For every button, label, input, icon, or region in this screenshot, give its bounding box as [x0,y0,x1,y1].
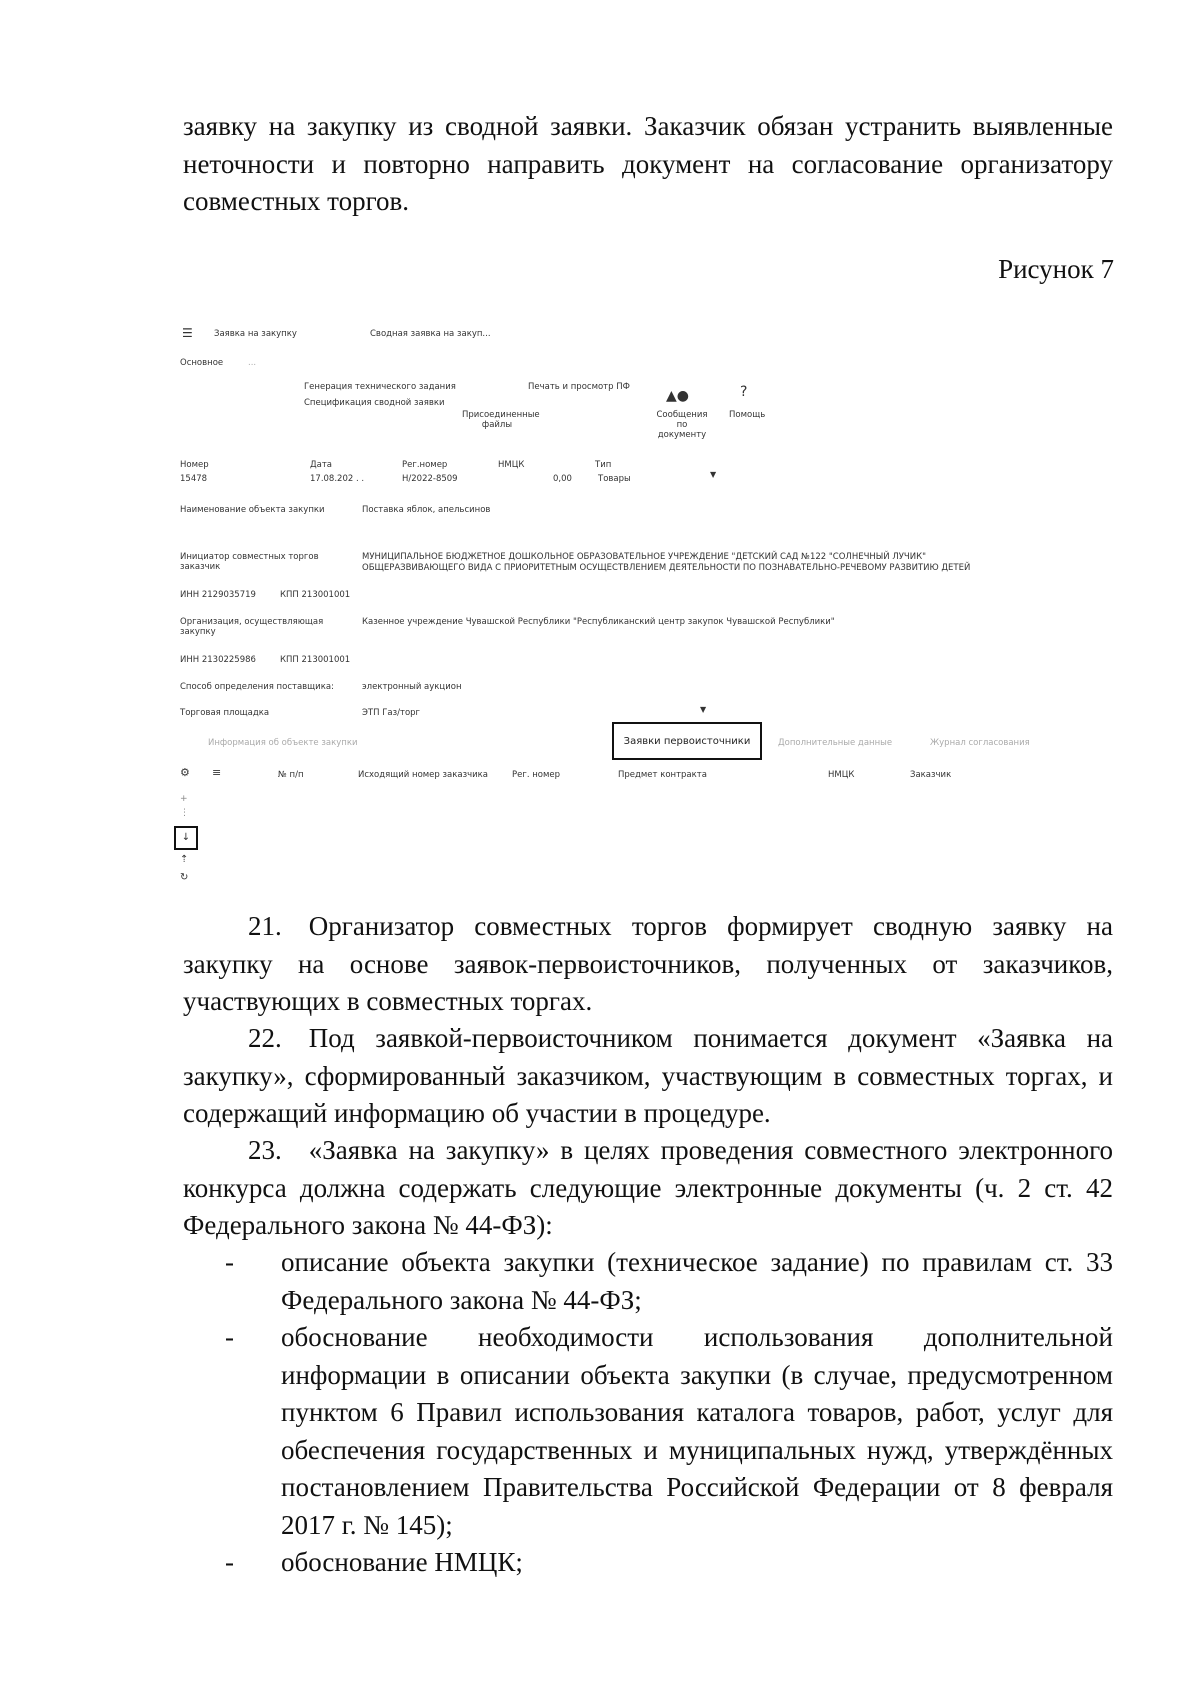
list-item-text: описание объекта закупки (техническое задание) по правилам ст. 33 Федерального закона № 44-ФЗ; [281,1247,1113,1315]
upload-icon: ⇡ [180,854,189,865]
number-label: Номер [180,460,209,470]
doc-messages-button: Сообщения по документу [656,410,708,440]
platform-label: Торговая площадка [180,708,270,718]
list-item [183,1244,1113,1319]
download-icon: ↓ [174,826,198,850]
nmck-label: НМЦК [498,460,525,470]
regnum-label: Рег.номер [402,460,448,470]
regnum-value: Н/2022-8509 [402,474,458,484]
bullet-dash: - [225,1322,234,1352]
bullet-dash: - [225,1247,234,1277]
generate-tz-button: Генерация технического задания [304,382,456,392]
nmck-value: 0,00 [553,474,572,484]
screenshot-figure [180,320,1120,910]
tab-object-info: Информация об объекте закупки [208,738,358,748]
inn-organizer: ИНН 2130225986 [180,655,256,665]
attached-files-button: Присоединенные файлы [462,410,540,430]
paragraph-21: 21. Организатор совместных торгов формирует сводную заявку на закупку на основе заявок-первоисточников, полученных от заказчиков, участвующих в совместных торгах. [183,911,1113,1016]
list-item-text: обоснование НМЦК; [281,1547,523,1577]
figure-caption: Рисунок 7 [998,254,1114,284]
tab-summary: Сводная заявка на закуп... [370,329,491,339]
col-outgoing-number: Исходящий номер заказчика [358,770,488,780]
add-icon: + [180,794,188,804]
intro-paragraph: заявку на закупку из сводной заявки. Заказчик обязан устранить выявленные неточности и повторно направить документ на согласование организатору совместных торгов. [183,111,1113,216]
inn-initiator: ИНН 2129035719 [180,590,256,600]
list-item-text: обоснование необходимости использования дополнительной информации в описании объекта закупки (в случае, предусмотренном пунктом 6 Правил использования каталога товаров, работ, услуг для обеспечения государственных и муниципальных нужд, утверждённых постановлением Правительства Российской Федерации от 8 февраля 2017 г. № 145); [281,1322,1113,1540]
object-value: Поставка яблок, апельсинов [362,505,491,515]
method-label: Способ определения поставщика: [180,682,334,692]
menu-icon: ☰ [182,326,193,340]
bullet-dash: - [225,1547,234,1577]
tab-request: Заявка на закупку [214,329,297,339]
initiator-value-line2: ОБЩЕРАЗВИВАЮЩЕГО ВИДА С ПРИОРИТЕТНЫМ ОСУЩЕСТВЛЕНИЕМ ДЕЯТЕЛЬНОСТИ ПО ПОЗНАВАТЕЛЬНО-РЕЧЕВОМУ РАЗВИТИЮ ДЕТЕЙ [362,563,971,573]
platform-dropdown-icon: ▼ [700,705,707,714]
date-label: Дата [310,460,333,470]
organizer-label: Организация, осуществляющая закупку [180,617,324,637]
date-value: 17.08.202 . . [310,474,365,484]
refresh-icon: ↻ [180,872,189,883]
col-customer: Заказчик [910,770,952,780]
list-item [183,1319,1113,1544]
spec-summary-button: Спецификация сводной заявки [304,398,445,408]
list-icon: ≡ [212,766,222,779]
paragraph-23: 23. «Заявка на закупку» в целях проведения совместного электронного конкурса должна содержать следующие электронные документы (ч. 2 ст. 42 Федерального закона № 44-ФЗ): [183,1135,1113,1240]
copy-icon: ⋮ [180,808,189,818]
organizer-value: Казенное учреждение Чувашской Республики "Республиканский центр закупок Чувашской Республики" [362,617,835,627]
section-main-extra: ... [248,358,257,368]
col-nmck: НМЦК [828,770,855,780]
platform-value: ЭТП Газ/торг [362,708,421,718]
tab-extra-data: Дополнительные данные [778,738,893,748]
kpp-organizer: КПП 213001001 [280,655,351,665]
object-label: Наименование объекта закупки [180,505,325,515]
method-value: электронный аукцион [362,682,462,692]
type-dropdown-icon: ▼ [710,470,717,479]
initiator-label: Инициатор совместных торгов заказчик [180,552,319,572]
settings-icon: ⚙ [180,766,190,779]
help-button: Помощь [729,410,766,420]
col-number: № п/п [278,770,304,780]
type-label: Тип [595,460,612,470]
number-value: 15478 [180,474,208,484]
list-item [183,1544,1113,1582]
type-value: Товары [598,474,631,484]
tab-approval-journal: Журнал согласования [930,738,1030,748]
print-ps-button: Печать и просмотр ПФ [528,382,630,392]
tab-source-requests: Заявки первоисточники [612,722,762,760]
section-main: Основное [180,358,224,368]
messages-icon: ▲● [666,388,689,404]
initiator-value-line1: МУНИЦИПАЛЬНОЕ БЮДЖЕТНОЕ ДОШКОЛЬНОЕ ОБРАЗОВАТЕЛЬНОЕ УЧРЕЖДЕНИЕ "ДЕТСКИЙ САД №122 "СОЛНЕЧНЫЙ ЛУЧИК" [362,552,927,562]
paragraph-22: 22. Под заявкой-первоисточником понимается документ «Заявка на закупку», сформированный заказчиком, участвующим в совместных торгах, и содержащий информацию об участии в процедуре. [183,1023,1113,1128]
help-icon: ? [740,384,748,400]
kpp-initiator: КПП 213001001 [280,590,351,600]
col-subject: Предмет контракта [618,770,707,780]
col-regnum: Рег. номер [512,770,561,780]
requirements-list [183,1244,1113,1582]
